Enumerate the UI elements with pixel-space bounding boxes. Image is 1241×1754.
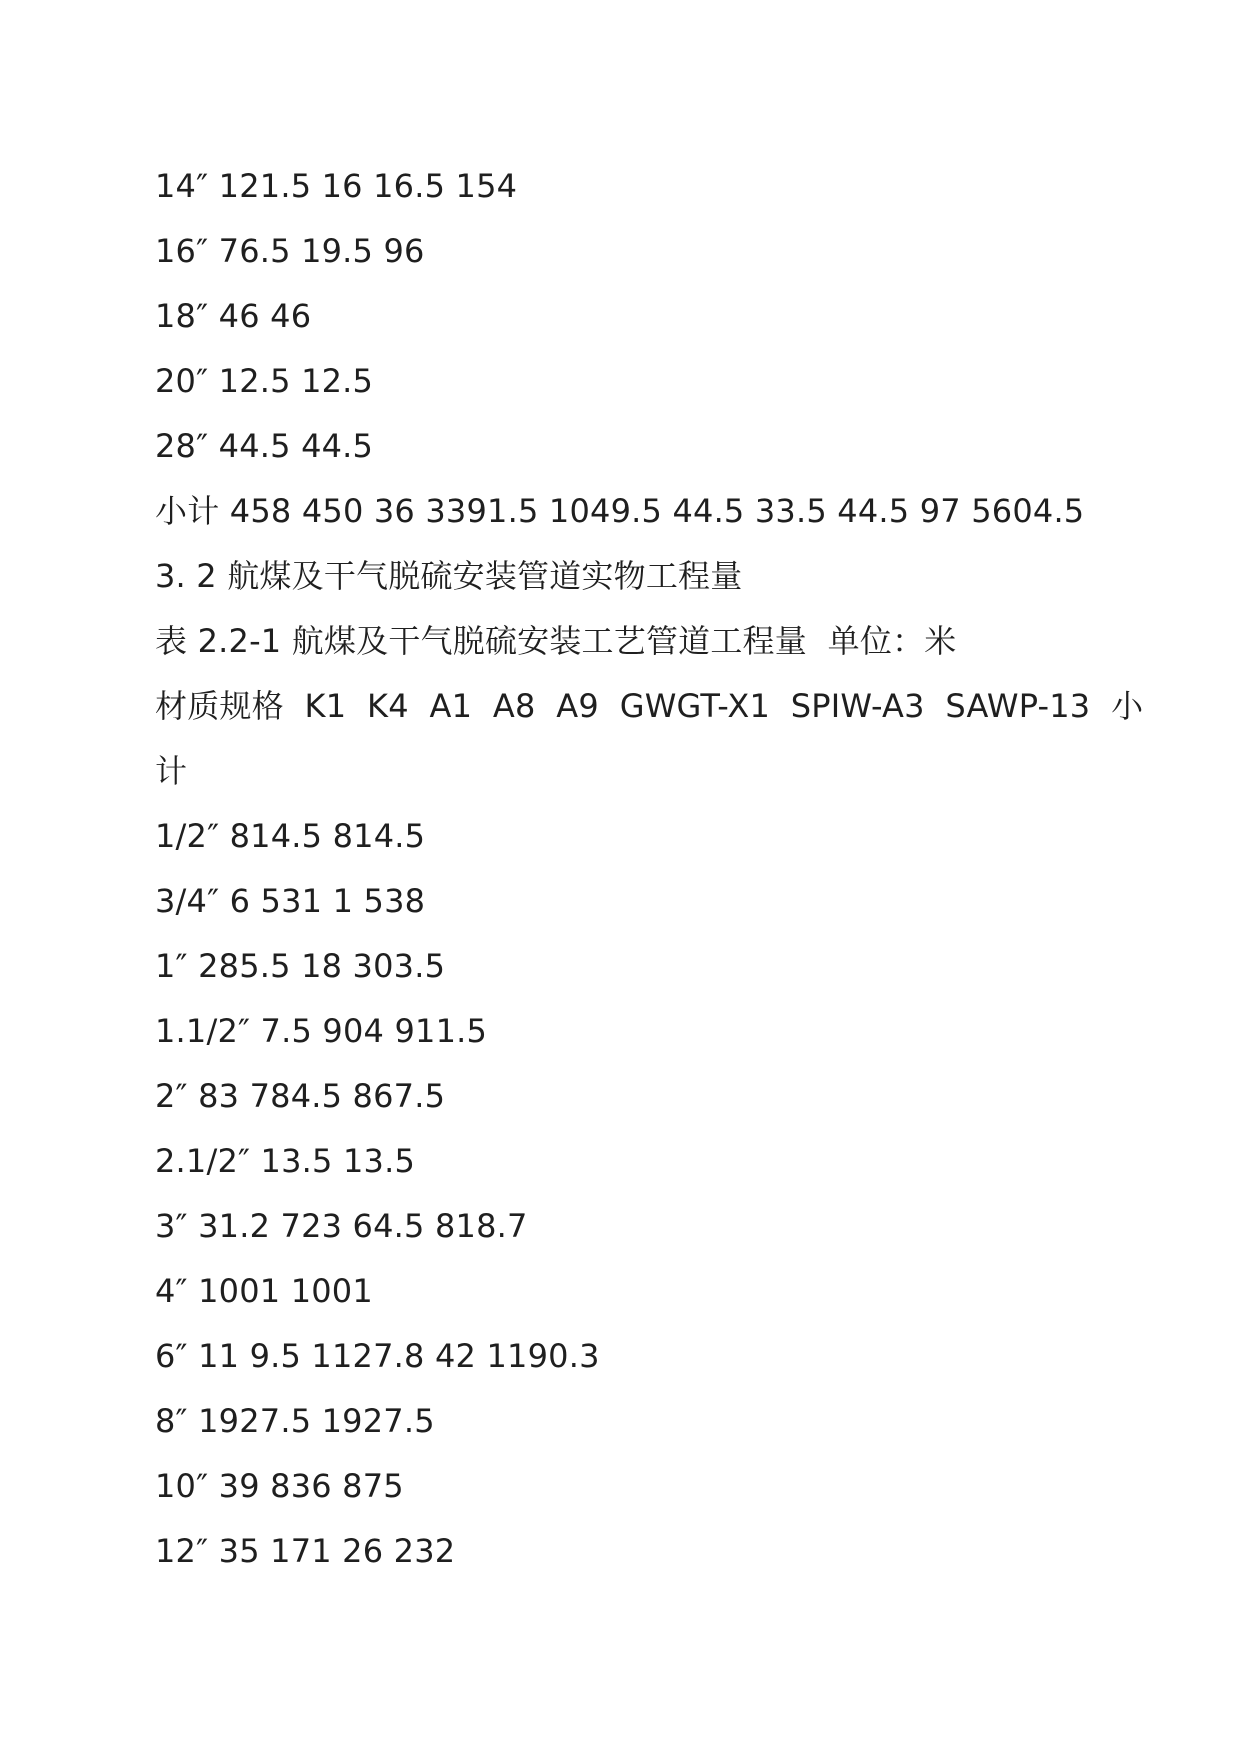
table-caption: 表 2.2-1 航煤及干气脱硫安装工艺管道工程量 单位：米 — [155, 622, 957, 660]
table-row-18in: 18″ 46 46 — [155, 297, 312, 335]
table-row-4in: 4″ 1001 1001 — [155, 1272, 373, 1310]
table-header-row: 材质规格 K1 K4 A1 A8 A9 GWGT-X1 SPIW-A3 SAWP-13 小 — [155, 687, 1144, 725]
table-row-1-1-2in: 1.1/2″ 7.5 904 911.5 — [155, 1012, 488, 1050]
table-row-three-quarter-in: 3/4″ 6 531 1 538 — [155, 882, 426, 920]
table-row-28in: 28″ 44.5 44.5 — [155, 427, 374, 465]
table-header-row-continued: 计 — [155, 752, 188, 790]
table-row-14in: 14″ 121.5 16 16.5 154 — [155, 167, 518, 205]
table-row-6in: 6″ 11 9.5 1127.8 42 1190.3 — [155, 1337, 600, 1375]
table-row-10in: 10″ 39 836 875 — [155, 1467, 404, 1505]
table-row-half-in: 1/2″ 814.5 814.5 — [155, 817, 426, 855]
section-heading: 3. 2 航煤及干气脱硫安装管道实物工程量 — [155, 557, 743, 595]
subtotal-row: 小计 458 450 36 3391.5 1049.5 44.5 33.5 44.5 97 5604.5 — [155, 492, 1085, 530]
table-row-20in: 20″ 12.5 12.5 — [155, 362, 374, 400]
table-row-2in: 2″ 83 784.5 867.5 — [155, 1077, 446, 1115]
table-row-2-1-2in: 2.1/2″ 13.5 13.5 — [155, 1142, 416, 1180]
table-row-1in: 1″ 285.5 18 303.5 — [155, 947, 446, 985]
table-row-8in: 8″ 1927.5 1927.5 — [155, 1402, 435, 1440]
table-row-3in: 3″ 31.2 723 64.5 818.7 — [155, 1207, 528, 1245]
table-row-16in: 16″ 76.5 19.5 96 — [155, 232, 425, 270]
document-body — [155, 154, 1144, 1584]
table-row-12in: 12″ 35 171 26 232 — [155, 1532, 456, 1570]
